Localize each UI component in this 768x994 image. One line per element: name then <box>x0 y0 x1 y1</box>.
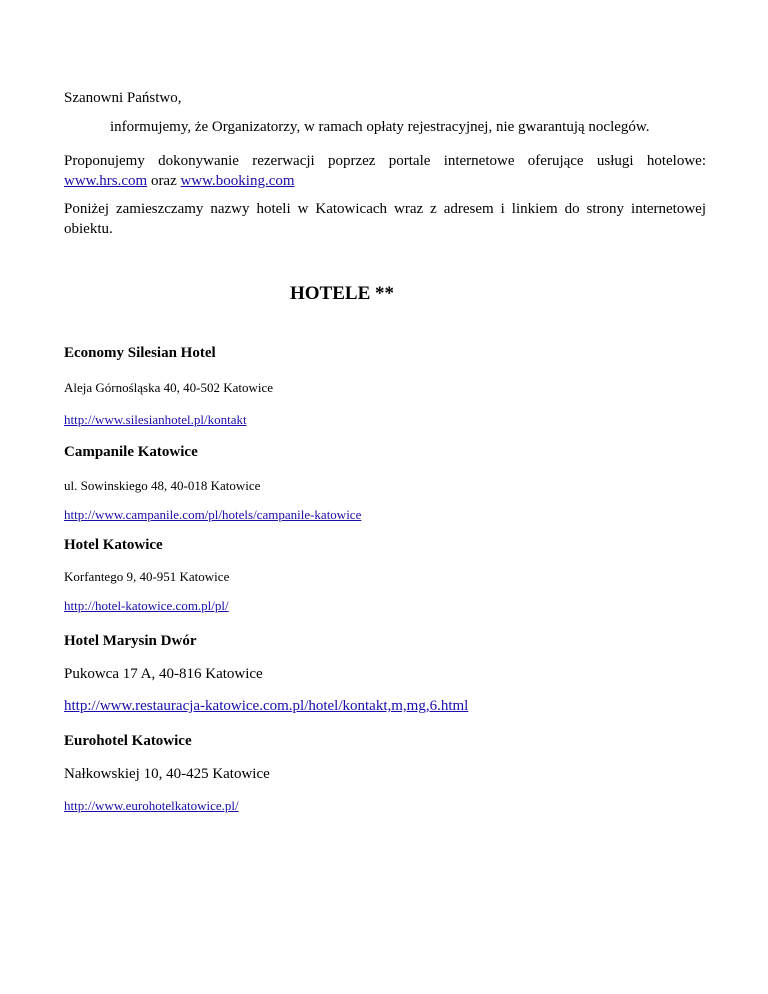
hotel-name: Economy Silesian Hotel <box>64 345 216 361</box>
hotel-link[interactable]: http://www.silesianhotel.pl/kontakt <box>64 412 247 427</box>
proposal-text: Proponujemy dokonywanie rezerwacji poprzez portale internetowe oferujące usługi hotelowe: <box>64 153 706 169</box>
hotel-link[interactable]: http://hotel-katowice.com.pl/pl/ <box>64 598 229 613</box>
salutation: Szanowni Państwo, <box>64 90 182 106</box>
hotel-name: Hotel Marysin Dwór <box>64 633 197 649</box>
hotel-address: Pukowca 17 A, 40-816 Katowice <box>64 666 263 682</box>
hotel-address: ul. Sowinskiego 48, 40-018 Katowice <box>64 478 261 493</box>
proposal-paragraph <box>64 151 706 191</box>
hotel-name: Hotel Katowice <box>64 537 163 553</box>
hotel-link[interactable]: http://www.eurohotelkatowice.pl/ <box>64 798 239 813</box>
oraz-text: oraz <box>147 173 181 189</box>
link-hrs[interactable]: www.hrs.com <box>64 173 148 189</box>
info-paragraph: informujemy, że Organizatorzy, w ramach opłaty rejestracyjnej, nie gwarantują noclegów. <box>110 119 650 135</box>
hotel-address: Aleja Górnośląska 40, 40-502 Katowice <box>64 380 274 395</box>
hotel-address: Nałkowskiej 10, 40-425 Katowice <box>64 766 270 782</box>
link-booking[interactable]: www.booking.com <box>180 173 295 189</box>
hotel-name: Eurohotel Katowice <box>64 733 192 749</box>
section-heading: HOTELE ** <box>290 283 394 304</box>
hotel-address: Korfantego 9, 40-951 Katowice <box>64 569 230 584</box>
hotel-link[interactable]: http://www.restauracja-katowice.com.pl/hotel/kontakt,m,mg,6.html <box>64 698 469 714</box>
below-paragraph: Poniżej zamieszczamy nazwy hoteli w Katowicach wraz z adresem i linkiem do strony internetowej obiektu. <box>64 201 706 237</box>
hotel-name: Campanile Katowice <box>64 444 198 460</box>
hotel-link[interactable]: http://www.campanile.com/pl/hotels/campanile-katowice <box>64 507 362 522</box>
